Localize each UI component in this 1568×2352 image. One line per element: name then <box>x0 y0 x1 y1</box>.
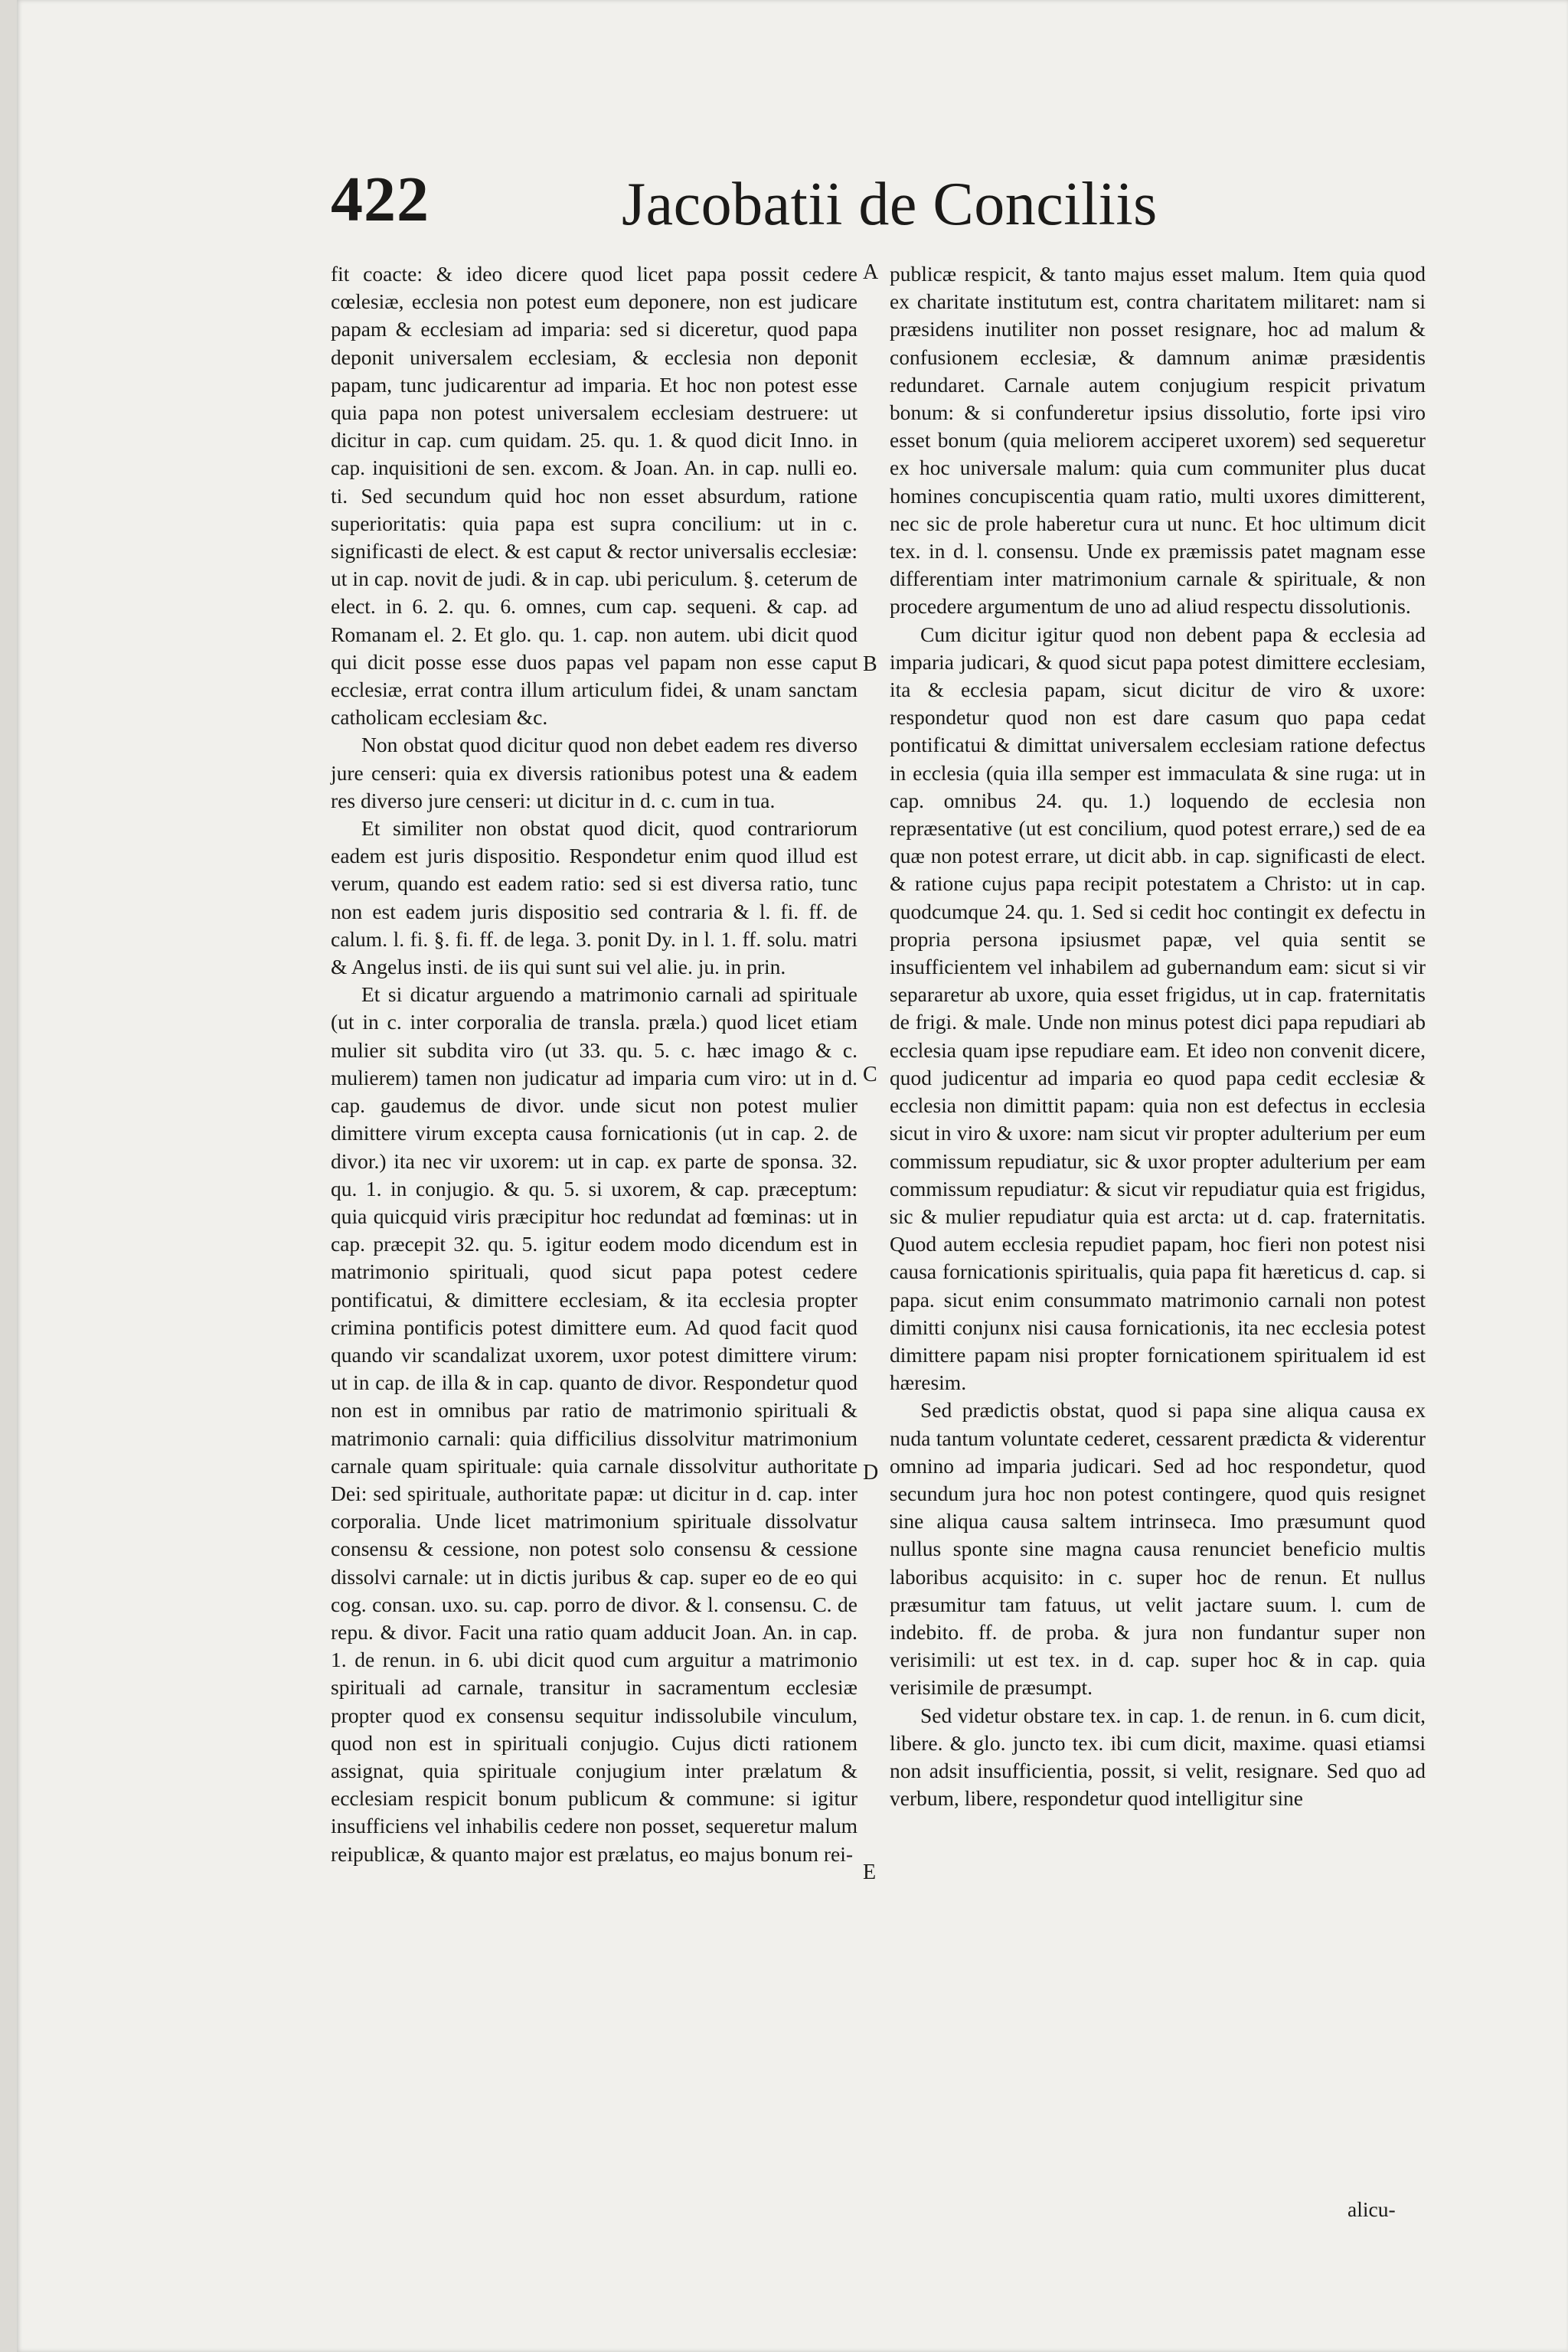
catchword: alicu- <box>1348 2197 1396 2221</box>
left-paragraph-3: Et similiter non obstat quod dicit, quod contrariorum eadem est juris dispositio. Respondetur enim quod illud est verum, quando est eadem ratio: sed si est diversa ratio, tunc non est eadem juris dispositio sed contraria & l. fi. ff. de calum. l. fi. §. fi. ff. de lega. 3. ponit Dy. in l. 1. ff. solu. matri & Angelus insti. de iis qui sunt sui vel alie. ju. in prin. <box>331 816 858 979</box>
right-paragraph-2: Cum dicitur igitur quod non debent papa & ecclesia ad imparia judicari, & quod sicut papa potest dimittere ecclesiam, ita & ecclesia papam, sicut dicitur de viro & uxore: respondetur quod non est dare casum quo papa cedat pontificatui & dimittat universalem ecclesiam ratione defectus in ecclesia (quia illa semper est immaculata & sine ruga: ut in cap. omnibus 24. qu. 1.) loquendo de ecclesia non repræsentative (ut est concilium, quod potest errare,) sed de ea quæ non potest errare, ut dicit abb. in cap. significasti de elect. & ratione cujus papa recipit potestatem a Christo: ut in cap. quodcumque 24. qu. 1. Sed si cedit hoc contingit ex defectu in propria persona ipsiusmet papæ, vel quia sentit se insufficientem vel inhabilem ad gubernandum eam: sicut si vir separaretur ab uxore, quia esset frigidus, ut in cap. fraternitatis de frigi. & male. Unde non minus potest dici papa repudiari ab ecclesia quam ipse repudiare eam. Et ideo non convenit dicere, quod judicentur ad imparia eo quod papa cedit ecclesiæ & ecclesia non dimittit papam: quia non est defectus in ecclesia sicut in viro & uxore: nam sicut vir propter adulterium per eum commissum repudiatur, sic & uxor propter adulterium per eam commissum repudiatur: & sicut vir repudiatur quia est frigidus, sic & mulier repudiatur quia est arcta: ut d. cap. fraternitatis. Quod autem ecclesia repudiet papam, hoc fieri non potest nisi causa fornicationis spiritualis, quia papa fit hæreticus d. cap. si papa. sicut enim consummato matrimonio carnali non potest dimitti conjunx nisi causa fornicationis, ita nec ecclesia potest dimittere papam nisi propter fornicationem spiritualem id est hæresim. <box>890 622 1426 1395</box>
right-paragraph-4: Sed videtur obstare tex. in cap. 1. de renun. in 6. cum dicit, libere. & glo. juncto tex. ibi cum dicit, maxime. quasi etiamsi non adsit insufficientia, possit, si velit, resignare. Sed quo ad verbum, libere, respondetur quod intelligitur sine <box>890 1703 1426 1811</box>
left-paragraph-4: Et si dicatur arguendo a matrimonio carnali ad spirituale (ut in c. inter corporalia de transla. præla.) quod licet etiam mulier sit subdita viro (ut 33. qu. 5. c. hæc imago & c. mulierem) tamen non judicatur ad imparia cum viro: ut in d. cap. gaudemus de divor. unde sicut non potest mulier dimittere virum excepta causa fornicationis (ut in cap. 2. de divor.) ita nec vir uxorem: ut in cap. ex parte de sponsa. 32. qu. 1. in conjugio. & qu. 5. si uxorem, & cap. præceptum: quia quicquid viris præcipitur hoc redundat ad fœminas: ut in cap. præcepit 32. qu. 5. igitur eodem modo dicendum est in matrimonio spirituali, quod sicut papa potest cedere pontificatui, & dimittere ecclesiam, & ita ecclesia propter crimina pontificis potest dimittere eum. Ad quod facit quod quando vir scandalizat uxorem, uxor potest dimittere virum: ut in cap. de illa & in cap. quanto de divor. Respondetur quod non est in omnibus par ratio de matrimonio spirituali & matrimonio carnali: quia difficilius dissolvitur matrimonium carnale quam spirituale: quia carnale dissolvitur authoritate Dei: sed spirituale, authoritate papæ: ut dicitur in d. cap. inter corporalia. Unde licet matrimonium spirituale dissolvatur consensu & cessione, non potest solo consensu & cessione dissolvi carnale: ut in dictis juribus & cap. super eo de eo qui cog. consan. uxo. su. cap. porro de divor. & l. consensu. C. de repu. & divor. Facit una ratio quam adducit Joan. An. in cap. 1. de renun. in 6. ubi dicit quod cum arguitur a matrimonio spirituali ad carnale, transitur in sacramentum ecclesiæ propter quod ex consensu sequitur indissolubile vinculum, quod non est in spirituali conjugio. Cujus dicti rationem assignat, quia spirituale conjugium inter prælatum & ecclesiam respicit bonum publicum & commune: si igitur insufficiens vel inhabilis cedere non posset, sequeretur malum reipublicæ, & quanto major est prælatus, eo majus bonum rei- <box>331 982 858 1866</box>
margin-marker-a: A <box>863 260 879 284</box>
running-title: Jacobatii de Conciliis <box>622 171 1158 238</box>
margin-marker-d: D <box>863 1461 879 1485</box>
right-paragraph-3: Sed prædictis obstat, quod si papa sine aliqua causa ex nuda tantum voluntate cederet, cessarent prædicta & viderentur omnino ad imparia judicari. Sed ad hoc respondetur, quod secundum jura hoc non potest contingere, quod quis resignet sine aliqua causa saltem intrinseca. Imo præsumunt quod nullus sponte sine magna causa renunciet beneficio multis laboribus acquisito: in c. super hoc de renun. Et nullus præsumitur tam fatuus, ut velit jactare suum. l. cum de indebito. ff. de proba. & jura non fundantur super non verisimili: ut est tex. in d. cap. super hoc & in cap. quia verisimile de præsumpt. <box>890 1398 1426 1700</box>
margin-marker-c: C <box>863 1063 877 1086</box>
margin-marker-e: E <box>863 1860 877 1884</box>
margin-marker-b: B <box>863 652 877 676</box>
left-column <box>331 260 858 1868</box>
left-paragraph-1: fit coacte: & ideo dicere quod licet papa possit cedere cœlesiæ, ecclesia non potest eum deponere, non est judicare papam & ecclesiam ad imparia: sed si diceretur, quod papa deponit universalem ecclesiam, & ecclesia non deponit papam, tunc judicarentur ad imparia. Et hoc non potest esse quia papa non potest universalem ecclesiam destruere: ut dicitur in cap. cum quidam. 25. qu. 1. & quod dicit Inno. in cap. inquisitioni de sen. excom. & Joan. An. in cap. nulli eo. ti. Sed secundum quid hoc non esset absurdum, ratione superioritatis: quia papa est supra concilium: ut in c. significasti de elect. & est caput & rector universalis ecclesiæ: ut in cap. novit de judi. & in cap. ubi periculum. §. ceterum de elect. in 6. 2. qu. 6. omnes, cum cap. sequeni. & cap. ad Romanam el. 2. Et glo. qu. 1. cap. non autem. ubi dicit quod qui dicit posse esse duos papas vel papam non esse caput ecclesiæ, errat contra illum articulum fidei, & unam sanctam catholicam ecclesiam &c. <box>331 262 858 730</box>
right-column <box>890 260 1426 1812</box>
page-gutter <box>0 0 17 2352</box>
page-number: 422 <box>331 164 430 235</box>
right-paragraph-1: publicæ respicit, & tanto majus esset malum. Item quia quod ex charitate institutum est, contra charitatem militaret: nam si præsidens inutiliter non posset resignare, hoc ad malum & confusionem ecclesiæ, & damnum animæ præsidentis redundaret. Carnale autem conjugium respicit privatum bonum: & si confunderetur ipsius dissolutio, forte ipsi viro esset bonum (quia meliorem acciperet uxorem) sed sequeretur ex hoc universale malum: quia cum communiter plus ducat homines concupiscentia quam ratio, multi uxores dimitterent, nec sic de prole haberetur cura ut nunc. Et hoc ultimum dicit tex. in d. l. consensu. Unde ex præmissis patet magnam esse differentiam inter matrimonium carnale & spirituale, & non procedere argumentum de uno ad aliud respectu dissolutionis. <box>890 262 1426 619</box>
left-paragraph-2: Non obstat quod dicitur quod non debet eadem res diverso jure censeri: quia ex diversis rationibus potest una & eadem res diverso jure censeri: ut dicitur in d. c. cum in tua. <box>331 733 858 812</box>
